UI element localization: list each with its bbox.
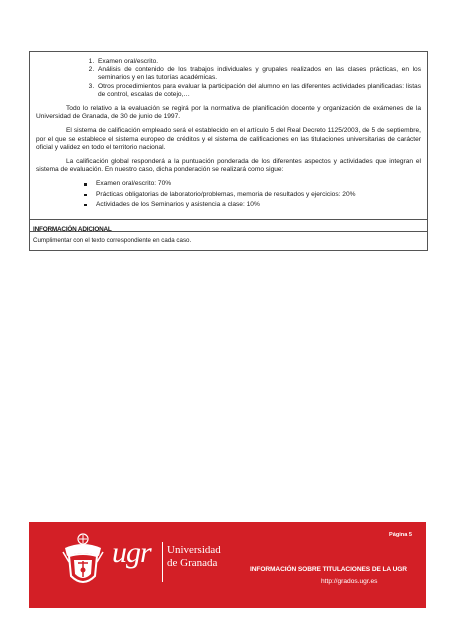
footer-url-link[interactable]: http://grados.ugr.es	[321, 578, 378, 585]
logo-divider	[162, 542, 163, 582]
university-name-line: Universidad	[167, 544, 221, 556]
evaluation-table	[29, 51, 428, 251]
page-number: Página 5	[388, 532, 412, 538]
list-item: 3. Otros procedimientos para evaluar la participación del alumno en las diferentes actividades planificadas: listas de control, escalas de cotejo,…	[96, 83, 421, 99]
footer-info-title: INFORMACIÓN SOBRE TITULACIONES DE LA UGR	[250, 566, 407, 573]
list-item: 2. Análisis de contenido de los trabajos individuales y grupales realizados en las clases prácticas, en los seminarios y en las tutorías académicas.	[96, 66, 421, 82]
university-name-line: de Granada	[167, 557, 218, 569]
list-item: Actividades de los Seminarios y asistencia a clase: 10%	[96, 201, 421, 209]
page-footer	[29, 522, 426, 608]
list-item: Prácticas obligatorias de laboratorio/problemas, memoria de resultados y ejercicios: 20%	[96, 191, 421, 199]
evaluation-content	[30, 52, 427, 220]
list-item: 1. Examen oral/escrito.	[96, 58, 421, 66]
university-name	[167, 544, 221, 570]
section-text: Cumplimentar con el texto correspondiente en cada caso.	[33, 237, 192, 245]
weighting-paragraph: La calificación global responderá a la puntuación ponderada de los diferentes aspectos y actividades que integran el sistema de evaluación. En nuestro caso, dicha ponderación se realizará como sigue:	[36, 158, 421, 174]
ugr-logo: ugr	[112, 536, 151, 569]
grading-system-paragraph: El sistema de calificación empleado será el establecido en el artículo 5 del Real Decreto 1125/2003, de 5 de septiembre, por el que se establece el sistema europeo de créditos y el sistema de calificaciones en las titulaciones universitarias de carácter oficial y validez en todo el territorio nacional.	[36, 127, 421, 151]
regulation-paragraph: Todo lo relativo a la evaluación se regirá por la normativa de planificación docente y organización de exámenes de la Universidad de Granada, de 30 de junio de 1997.	[36, 105, 421, 121]
section-heading: INFORMACIÓN ADICIONAL	[30, 220, 427, 232]
evaluation-methods-list	[36, 58, 421, 99]
university-crest-icon	[61, 532, 106, 590]
weights-list	[36, 180, 421, 209]
list-item: Examen oral/escrito: 70%	[96, 180, 421, 188]
